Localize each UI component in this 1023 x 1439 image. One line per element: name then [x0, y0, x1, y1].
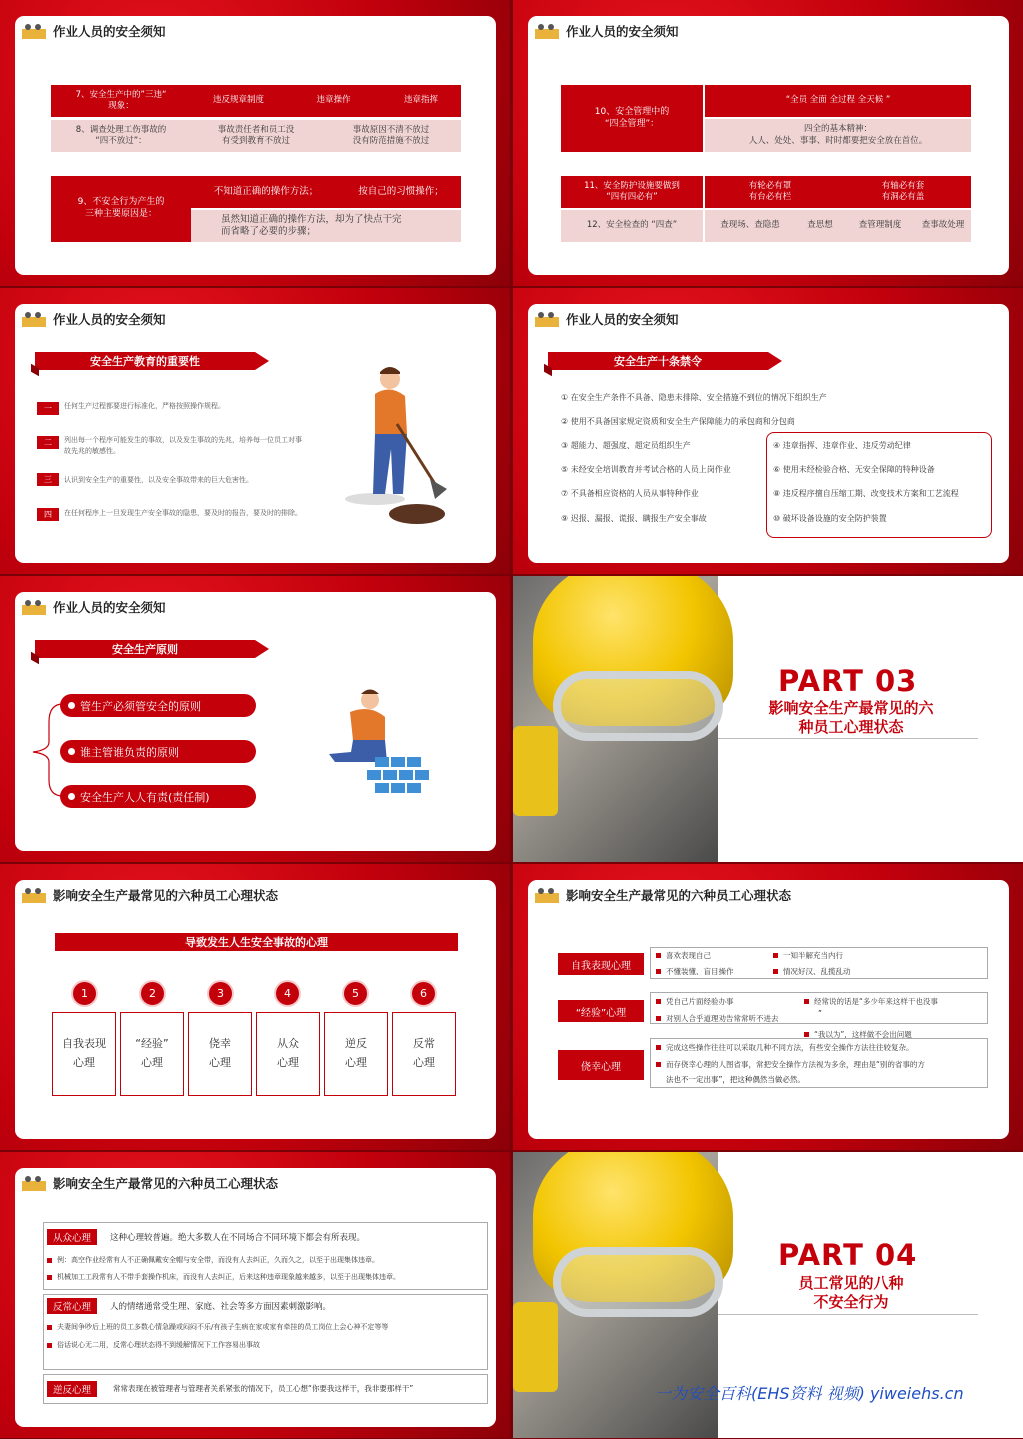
slide-title: 影响安全生产最常见的六种员工心理状态: [53, 888, 279, 903]
row-value: “全员 全面 全过程 全天候 ”: [705, 85, 971, 117]
slide-5[interactable]: [0, 576, 510, 862]
part-title: 员工常见的八种 不安全行为: [798, 1274, 904, 1311]
slide-2[interactable]: [513, 0, 1023, 286]
step-number: 4: [274, 980, 301, 1007]
row-label: 9、不安全行为产生的 三种主要原因是：: [51, 176, 191, 242]
slide-title: 作业人员的安全须知: [566, 24, 679, 39]
slide-title: 作业人员的安全须知: [53, 312, 166, 327]
psychology-box: 自我表现 心理: [52, 1012, 116, 1096]
divider: [718, 1314, 978, 1315]
bullet-text: 一知半解充当内行: [773, 950, 843, 961]
worker-tiling-illustration: [315, 682, 465, 812]
row-value: 查思想: [795, 210, 845, 242]
group-label: “经验”心理: [558, 1000, 644, 1022]
slide-title: 影响安全生产最常见的六种员工心理状态: [566, 888, 792, 903]
psychology-box: “经验” 心理: [120, 1012, 184, 1096]
rule-item: ② 使用不具备国家规定资质和安全生产保障能力的承包商和分包商: [561, 417, 795, 426]
slide-9[interactable]: [0, 1152, 510, 1438]
rule-item: ⑩ 破坏设备设施的安全防护装置: [773, 514, 887, 523]
bullet-text: 情况好汉、乱揽乱动: [773, 966, 851, 977]
rule-item: ⑤ 未经安全培训教育并考试合格的人员上岗作业: [561, 465, 731, 474]
slide-title: 作业人员的安全须知: [53, 600, 166, 615]
part-number: PART 04: [778, 1238, 918, 1272]
bullet-text: 喜欢表现自己: [656, 950, 711, 961]
workers-logo-icon: [20, 885, 48, 905]
slide-8[interactable]: [513, 864, 1023, 1150]
part-title: 影响安全生产最常见的六 种员工心理状态: [768, 699, 934, 736]
item-number: 一: [37, 402, 59, 415]
tape-measure-shape: [513, 726, 558, 816]
slide-card: [15, 592, 496, 851]
rule-item: ① 在安全生产条件不具备、隐患未排除、安全措施不到位的情况下组织生产: [561, 393, 827, 402]
slide-card: [15, 304, 496, 563]
workers-logo-icon: [20, 1173, 48, 1193]
row-value: 事故责任者和员工没 有受到教育不放过: [191, 120, 321, 152]
section-banner: 导致发生人生安全事故的心理: [55, 933, 458, 951]
group-tag: 反常心理: [47, 1298, 97, 1314]
item-text: 在任何程序上一旦发现生产安全事故的隐患，要及时的报告，要及时的排除。: [64, 509, 302, 517]
slide-title: 作业人员的安全须知: [566, 312, 679, 327]
tape-measure-shape: [513, 1302, 558, 1392]
step-number: 5: [342, 980, 369, 1007]
psychology-box: 逆反 心理: [324, 1012, 388, 1096]
rule-item: ④ 违章指挥、违章作业、违反劳动纪律: [773, 441, 911, 450]
rule-item: ③ 超能力、超强度、超定员组织生产: [561, 441, 691, 450]
psychology-box: 反常 心理: [392, 1012, 456, 1096]
item-number: 四: [37, 508, 59, 521]
section-banner: 安全生产十条禁令: [548, 352, 768, 370]
slide-title: 作业人员的安全须知: [53, 24, 166, 39]
slide-card: [15, 16, 496, 275]
slide-card: [528, 304, 1009, 563]
slide-card: [528, 880, 1009, 1139]
row-value: 查管理制度: [845, 210, 915, 242]
slide-card: [15, 1168, 496, 1427]
quote-mark: ”: [818, 1009, 822, 1018]
bullet-text: 而存侥幸心理的人图省事，常把安全操作方法视为多余，理由是“别的省事的方: [656, 1059, 925, 1070]
row-label: 11、安全防护设施要做到 “四有四必有”: [561, 176, 703, 208]
slide-1[interactable]: [0, 0, 510, 286]
workers-logo-icon: [533, 21, 561, 41]
bullet-text: 对别人合乎道理劝告常常听不进去: [656, 1013, 779, 1024]
row-value: 查现场、查隐患: [705, 210, 795, 242]
group-heading: 人的情绪通常受生理、家庭、社会等多方面因素刺激影响。: [110, 1302, 332, 1312]
item-text: 认识到安全生产的重要性，以及安全事故带来的巨大危害性。: [64, 476, 253, 484]
workers-logo-icon: [533, 309, 561, 329]
row-value: 违反规章制度: [191, 85, 286, 117]
part-number: PART 03: [778, 664, 918, 698]
workers-logo-icon: [20, 597, 48, 617]
row-label: 10、安全管理中的 “四全管理”：: [561, 85, 703, 152]
goggle-shape: [553, 1247, 723, 1317]
bullet-text: 不懂装懂、盲目操作: [656, 966, 734, 977]
watermark-text: 一为安全百科(EHS资料 视频) yiweiehs.cn: [655, 1384, 964, 1403]
section-banner: 安全生产原则: [35, 640, 255, 658]
group-tag: 逆反心理: [47, 1381, 97, 1397]
item-number: 三: [37, 473, 59, 486]
item-text: 列出每一个程序可能发生的事故，以及发生事故的先兆，培养每一位员工对事故先兆的敏感性。: [64, 436, 302, 456]
worker-shoveling-illustration: [335, 354, 455, 524]
row-value: 查事故处理: [915, 210, 971, 242]
rule-item: ⑦ 不具备相应资格的人员从事特种作业: [561, 489, 699, 498]
workers-logo-icon: [533, 885, 561, 905]
rule-item: ⑧ 违反程序擅自压缩工期、改变技术方案和工艺流程: [773, 489, 959, 498]
row-value: 虽然知道正确的操作方法，却为了快点干完 而省略了必要的步骤；: [191, 210, 461, 242]
group-heading: 这种心理较普遍。绝大多数人在不同场合不同环境下都会有所表现。: [110, 1233, 366, 1243]
row-label: 7、安全生产中的”三违“ 现象：: [51, 85, 191, 117]
group-label: 自我表现心理: [558, 953, 644, 975]
row-value: 违章指挥: [381, 85, 461, 117]
row-value: 不知道正确的操作方法；: [191, 176, 341, 208]
group-tag: 从众心理: [47, 1229, 97, 1245]
step-number: 1: [71, 980, 98, 1007]
bullet-text: 俗话说心无二用，反常心理状态得不到缓解情况下工作容易出事故: [47, 1340, 260, 1350]
bracket-connector: [29, 692, 63, 802]
workers-logo-icon: [20, 21, 48, 41]
slide-card: [528, 16, 1009, 275]
row-value: 有轴必有套 有洞必有盖: [835, 176, 971, 208]
bullet-continuation: 法也不一定出事”，把这种偶然当做必然。: [666, 1075, 805, 1084]
row-value: 四全的基本精神： 人人、处处、事事、时时都要把安全放在首位。: [705, 119, 971, 152]
slide-7[interactable]: [0, 864, 510, 1150]
slide-title: 影响安全生产最常见的六种员工心理状态: [53, 1176, 279, 1191]
step-number: 2: [139, 980, 166, 1007]
row-value: 按自己的习惯操作；: [341, 176, 461, 208]
principle-pill: 管生产必须管安全的原则: [60, 694, 256, 717]
group-label: 侥幸心理: [558, 1050, 644, 1080]
goggle-shape: [553, 671, 723, 741]
slide-card: [15, 880, 496, 1139]
row-label: 8、调查处理工伤事故的 “四不放过”：: [51, 120, 191, 152]
item-text: 任何生产过程都要进行标准化，严格按照操作规程。: [64, 402, 225, 410]
safety-helmet-photo: [513, 576, 718, 862]
bullet-text: “我以为”，这样做不会出问题: [804, 1029, 912, 1040]
row-label: 12、安全检查的 “四查”: [561, 210, 703, 242]
psychology-box: 侥幸 心理: [188, 1012, 252, 1096]
rule-item: ⑥ 使用未经检验合格、无安全保障的特种设备: [773, 465, 935, 474]
step-number: 3: [207, 980, 234, 1007]
principle-pill: 安全生产人人有责(责任制): [60, 785, 256, 808]
workers-logo-icon: [20, 309, 48, 329]
bullet-text: 夫妻间争吵后上班的员工多数心情急躁或闷闷不乐/有孩子生病在家或家有牵挂的员工岗位上会心神不定等等: [47, 1322, 388, 1332]
slide-3[interactable]: [0, 288, 510, 574]
bullet-text: 例：高空作业经常有人不正确佩戴安全帽与安全带，而没有人去纠正，久而久之，以至于出现集体违章。: [47, 1255, 379, 1265]
psychology-box: 从众 心理: [256, 1012, 320, 1096]
rule-item: ⑨ 迟报、漏报、谎报、瞒报生产安全事故: [561, 514, 707, 523]
row-value: 事故原因不清不放过 没有防范措施不放过: [321, 120, 461, 152]
slide-6[interactable]: [513, 576, 1023, 862]
item-number: 二: [37, 436, 59, 449]
divider: [718, 738, 978, 739]
bullet-text: 凭自己片面经验办事: [656, 996, 734, 1007]
group-heading: 常常表现在被管理者与管理者关系紧张的情况下，员工心想“你要我这样干，我非要那样干”: [113, 1384, 414, 1393]
principle-pill: 谁主管谁负责的原则: [60, 740, 256, 763]
bullet-text: 经常说的话是“多少年来这样干也没事: [804, 996, 938, 1007]
row-value: 违章操作: [286, 85, 381, 117]
bullet-text: 机械加工工段常有人不带手套操作机床，而没有人去纠正，后来这种违章现象越来越多，以至于出现集体违章。: [47, 1272, 400, 1282]
bullet-text: 完成这些操作往往可以采取几种不同方法，有些安全操作方法往往较复杂。: [656, 1042, 914, 1053]
step-number: 6: [410, 980, 437, 1007]
slide-4[interactable]: [513, 288, 1023, 574]
row-value: 有轮必有罩 有台必有栏: [705, 176, 835, 208]
section-banner: 安全生产教育的重要性: [35, 352, 255, 370]
